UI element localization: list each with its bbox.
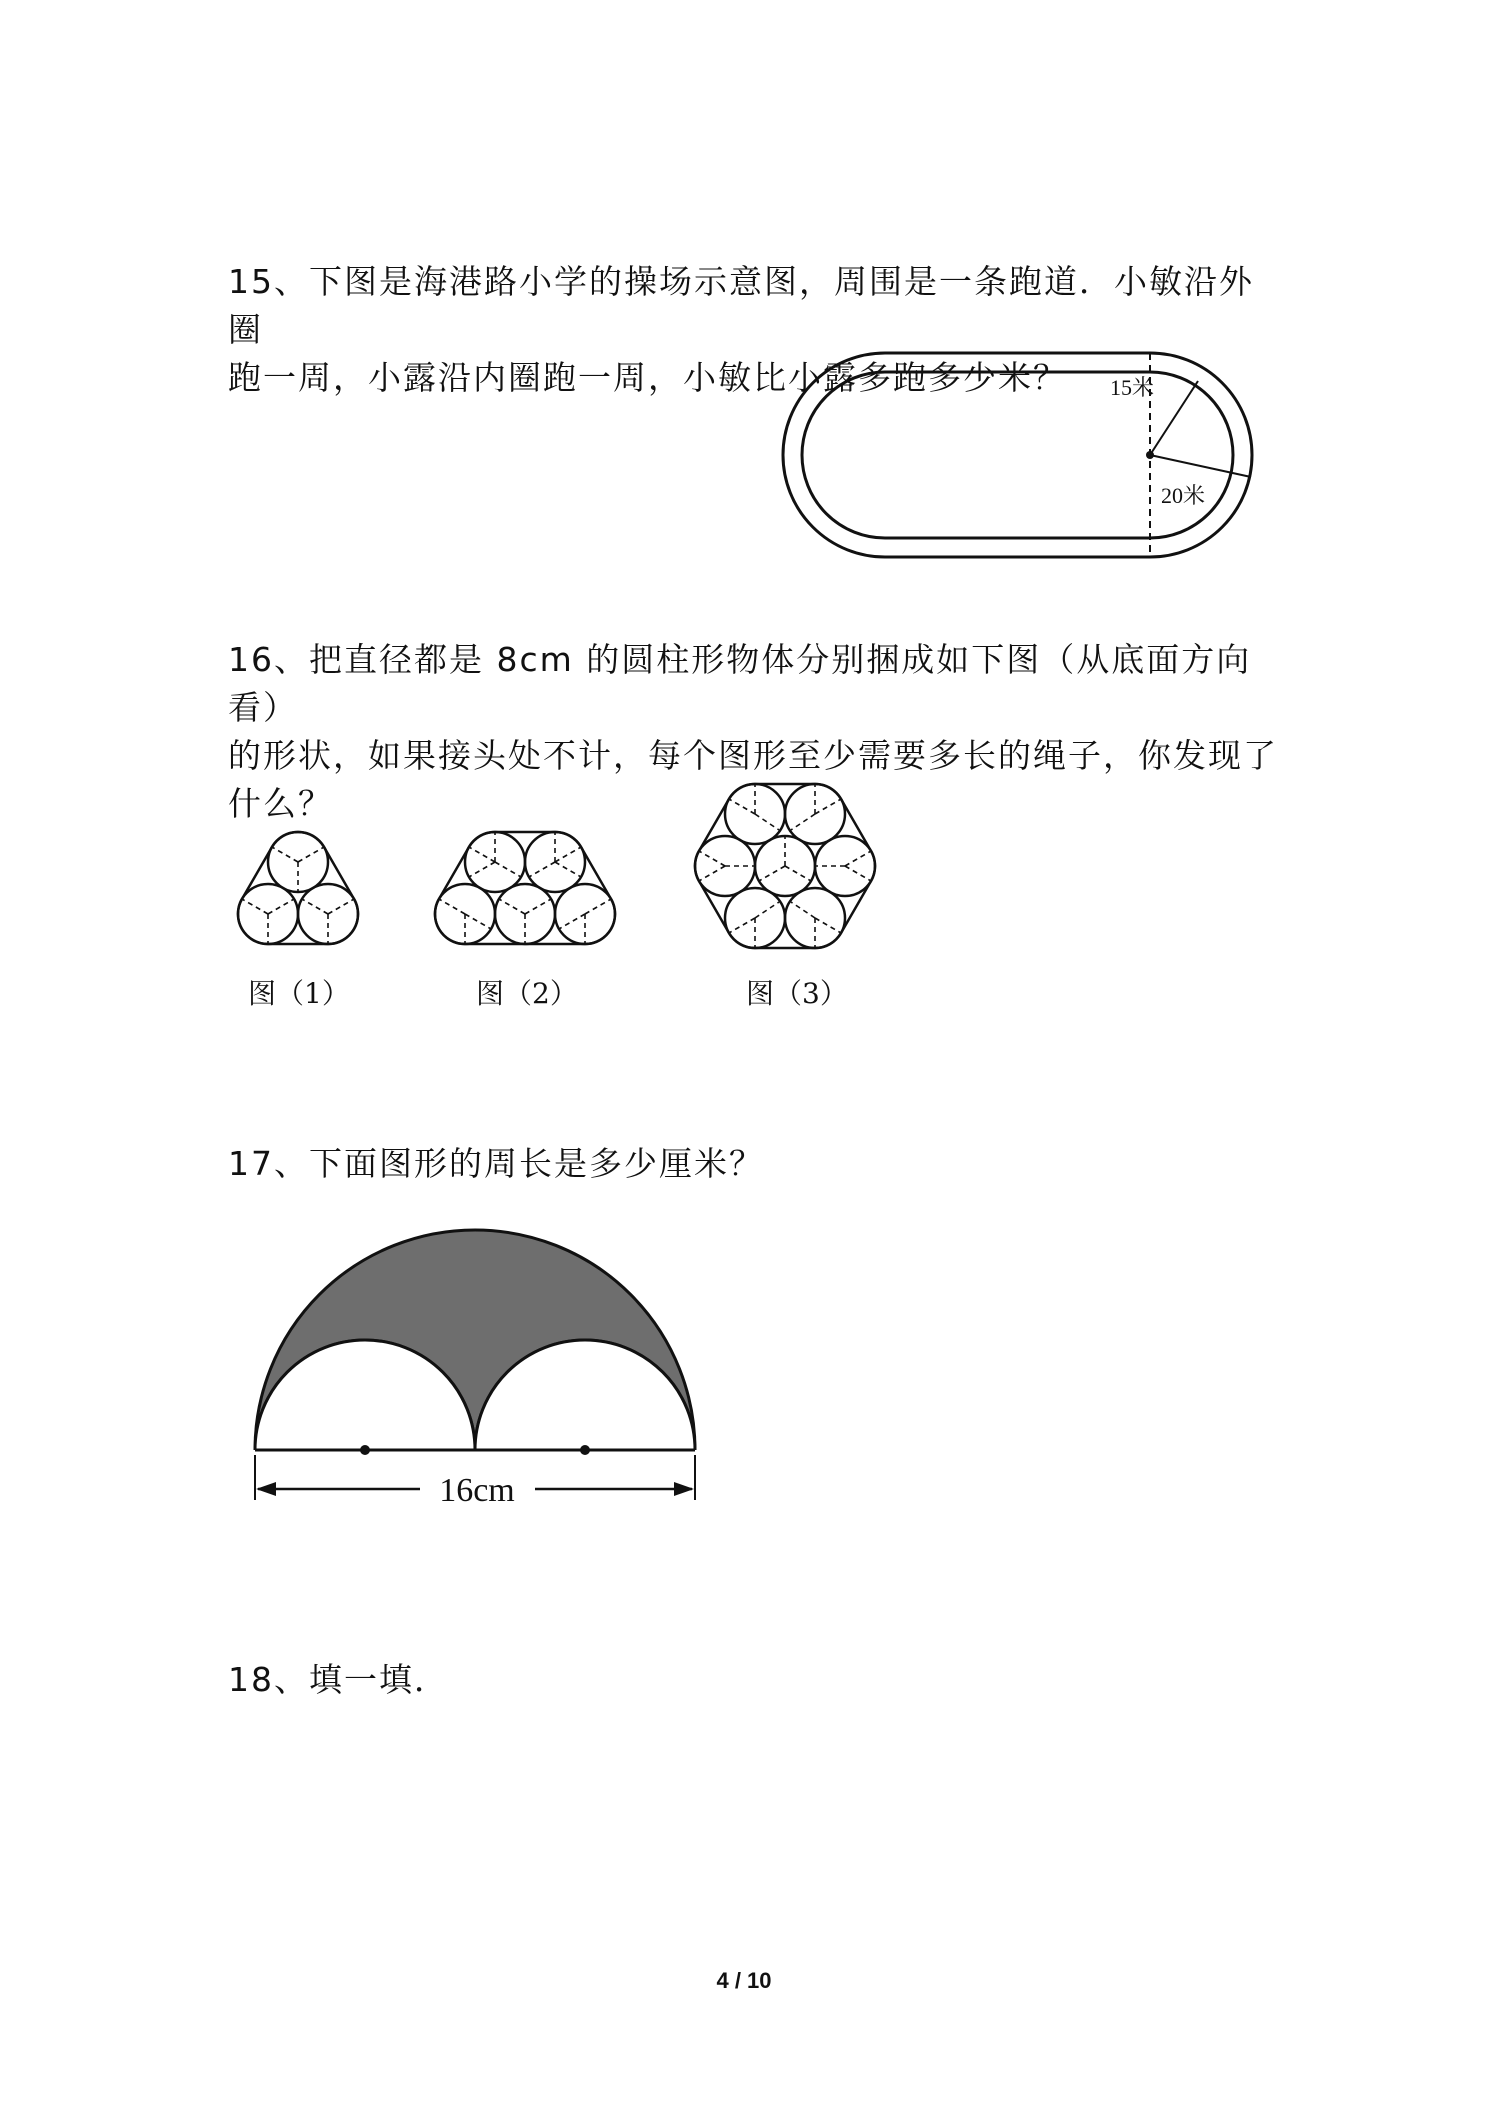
question-16-line-3: 什么？ [228,784,333,823]
question-18 [228,1656,1278,1704]
bundle-caption-2: 图（2） [476,977,578,1010]
bundle-figure-1 [228,820,368,960]
track-outer-radius-label: 20米 [1161,483,1206,508]
bundle-caption-1: 图（1） [248,977,350,1010]
running-track-diagram [780,350,1260,560]
semicircle-figure [250,1230,700,1520]
question-18-line-1: 18、填一填． [228,1660,449,1699]
question-17 [228,1140,1278,1188]
question-15-line-2: 跑一周，小露沿内圈跑一周，小敏比小露多跑多少米？ [228,358,1068,397]
question-15-line-1: 15、下图是海港路小学的操场示意图，周围是一条跑道．小敏沿外圈 [228,262,1254,349]
bundle-caption-3: 图（3） [746,977,848,1010]
semicircle-dimension-label: 16cm [439,1472,515,1509]
page-number: 4 / 10 [716,1968,772,1993]
bundle-figure-2 [420,820,630,960]
question-16-line-1: 16、把直径都是 8cm 的圆柱形物体分别捆成如下图（从底面方向看） [228,640,1252,727]
question-16-line-2: 的形状，如果接头处不计，每个图形至少需要多长的绳子，你发现了 [228,736,1278,775]
question-17-line-1: 17、下面图形的周长是多少厘米？ [228,1144,764,1183]
bundle-figure-3 [680,770,890,970]
track-inner-radius-label: 15米 [1110,375,1155,400]
